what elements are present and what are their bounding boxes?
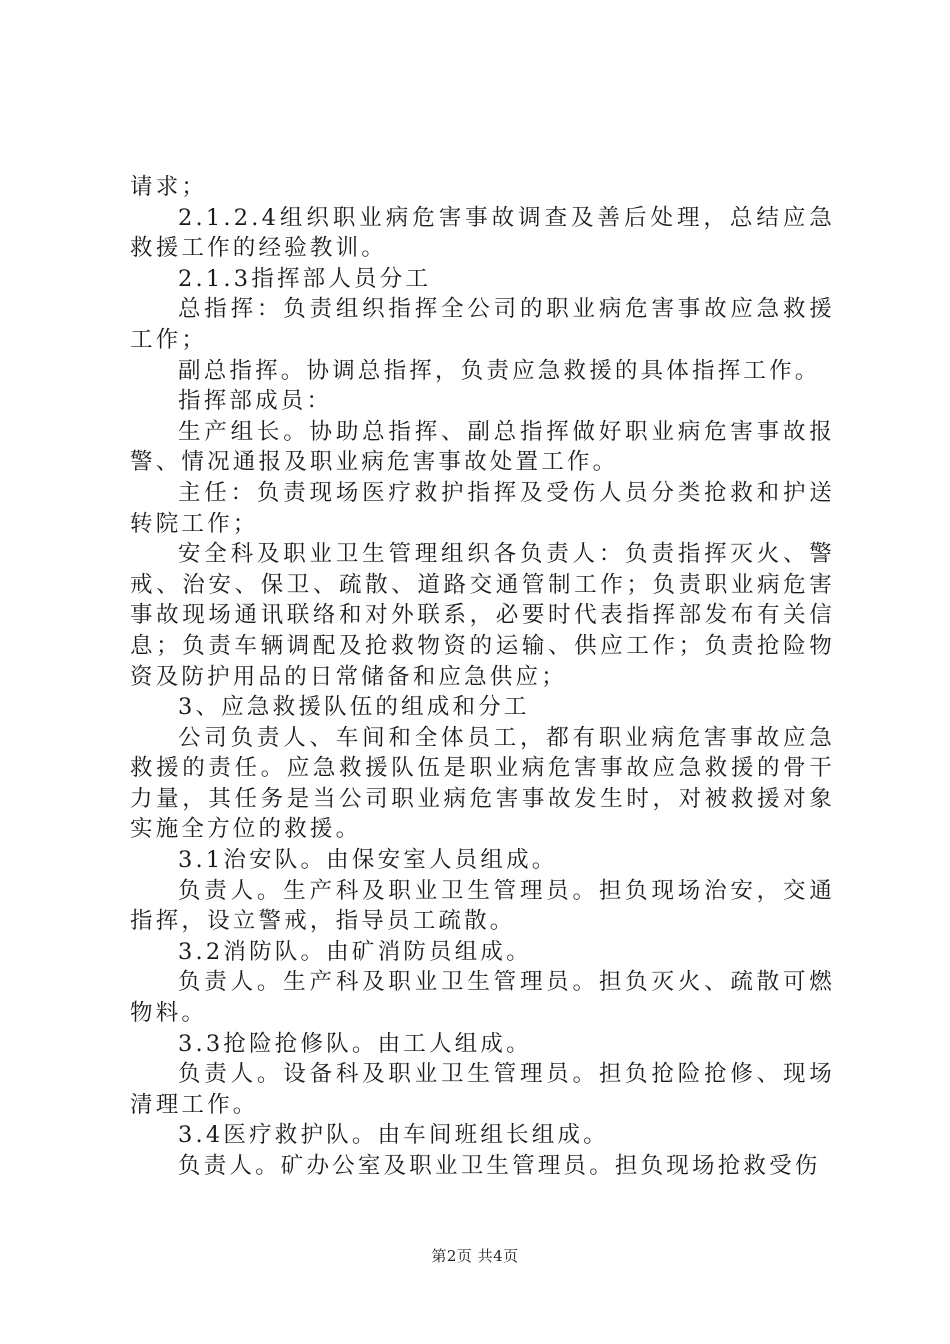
section-heading: 2.1.3指挥部人员分工: [178, 265, 432, 292]
section-heading: 3.1治安队。由保安室人员组成。: [178, 847, 558, 874]
paragraph: 主任：负责现场医疗救护指挥及受伤人员分类抢救和护送转院工作；: [130, 479, 835, 537]
paragraph: 负责人。设备科及职业卫生管理员。担负抢险抢修、现场清理工作。: [130, 1061, 835, 1118]
paragraph: 公司负责人、车间和全体员工，都有职业病危害事故应急救援的责任。应急救援队伍是职业病危害事故应急救援的骨干力量，其任务是当公司职业病危害事故发生时，对被救援对象实施全方位的救援。: [130, 724, 835, 843]
section-heading: 3.3抢险抢修队。由工人组成。: [178, 1030, 532, 1057]
section-heading: 3、应急救援队伍的组成和分工: [178, 694, 530, 721]
paragraph: 总指挥：负责组织指挥全公司的职业病危害事故应急救援工作；: [130, 296, 835, 353]
paragraph: 负责人。生产科及职业卫生管理员。担负灭火、疏散可燃物料。: [130, 969, 835, 1027]
paragraph: 指挥部成员：: [178, 388, 333, 415]
section-heading: 3.4医疗救护队。由车间班组长组成。: [178, 1122, 609, 1149]
paragraph: 副总指挥。协调总指挥，负责应急救援的具体指挥工作。: [178, 357, 821, 384]
page-number: 第2页 共4页: [431, 1247, 519, 1265]
document-body: [130, 172, 835, 1182]
page-footer: [0, 1245, 950, 1266]
section-heading: 3.2消防队。由矿消防员组成。: [178, 938, 532, 965]
paragraph: 负责人。矿办公室及职业卫生管理员。担负现场抢救受伤: [178, 1153, 821, 1179]
paragraph: 2.1.2.4组织职业病危害事故调查及善后处理，总结应急救援工作的经验教训。: [130, 204, 835, 262]
paragraph: 请求；: [130, 174, 208, 200]
paragraph: 生产组长。协助总指挥、副总指挥做好职业病危害事故报警、情况通报及职业病危害事故处置工作。: [130, 418, 835, 476]
paragraph: 负责人。生产科及职业卫生管理员。担负现场治安，交通指挥，设立警戒，指导员工疏散。: [130, 877, 835, 935]
paragraph: 安全科及职业卫生管理组织各负责人：负责指挥灭火、警戒、治安、保卫、疏散、道路交通管制工作；负责职业病危害事故现场通讯联络和对外联系，必要时代表指挥部发布有关信息；负责车辆调配及抢救物资的运输、供应工作；负责抢险物资及防护用品的日常储备和应急供应；: [130, 541, 835, 690]
